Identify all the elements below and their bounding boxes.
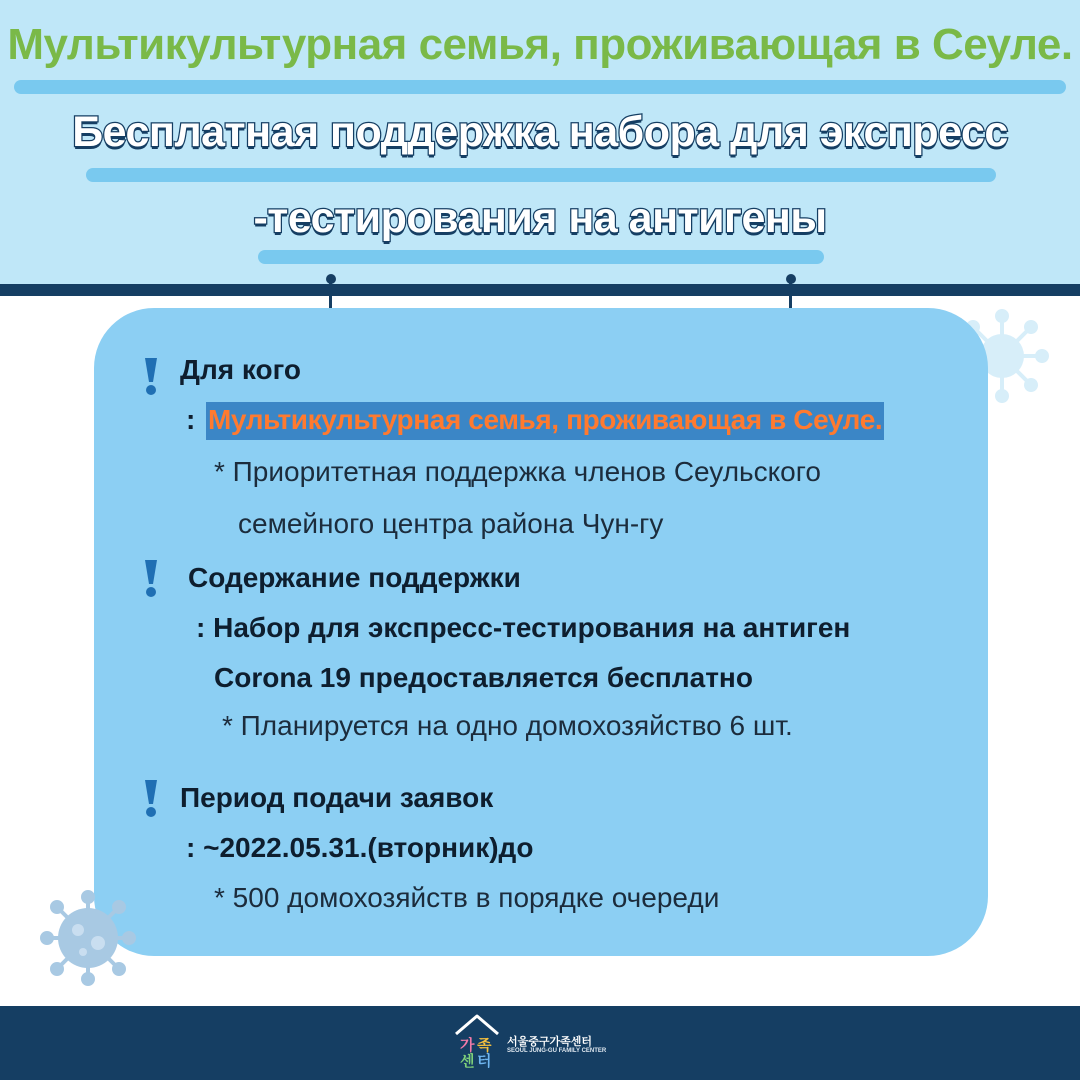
support-note: * Планируется на одно домохозяйство 6 шт.: [222, 710, 793, 741]
family-center-logo: [452, 1012, 502, 1068]
section-heading-target: Для кого: [180, 354, 301, 385]
title-underline-1: [86, 168, 996, 182]
subtitle-underline: [14, 80, 1066, 94]
header-divider: [0, 284, 1080, 296]
svg-text:터: 터: [477, 1052, 492, 1068]
page-title-line-2: -тестирования на антигены: [253, 194, 827, 242]
page-title-line-1: Бесплатная поддержка набора для экспресс: [72, 108, 1008, 156]
org-name-en: SEOUL JUNG-GU FAMILY CENTER: [507, 1048, 607, 1054]
target-value: Мультикультурная семья, проживающая в Сеуле.: [206, 402, 884, 440]
org-name: 서울중구가족센터: [507, 1036, 593, 1048]
title-underline-2: [258, 250, 824, 264]
virus-icon: [38, 888, 138, 988]
svg-text:가: 가: [460, 1036, 475, 1054]
period-value: : ~2022.05.31.(вторник)до: [186, 832, 534, 863]
section-heading-support: Содержание поддержки: [188, 562, 521, 593]
period-note: * 500 домохозяйств в порядке очереди: [214, 882, 720, 913]
section-heading-period: Период подачи заявок: [180, 782, 494, 813]
target-note-line-2: семейного центра района Чун-гу: [238, 508, 664, 539]
support-value-line-1: : Набор для экспресс-тестирования на антиген: [196, 612, 851, 643]
exclamation-icon: [142, 778, 160, 818]
svg-text:센: 센: [460, 1052, 475, 1068]
exclamation-icon: [142, 356, 160, 396]
exclamation-icon: [142, 558, 160, 598]
svg-text:족: 족: [477, 1036, 492, 1054]
target-note-line-1: * Приоритетная поддержка членов Сеульского: [214, 456, 821, 487]
page-subtitle: Мультикультурная семья, проживающая в Сеуле.: [7, 20, 1073, 69]
target-colon: :: [186, 404, 196, 435]
support-value-line-2: Corona 19 предоставляется бесплатно: [214, 662, 753, 693]
